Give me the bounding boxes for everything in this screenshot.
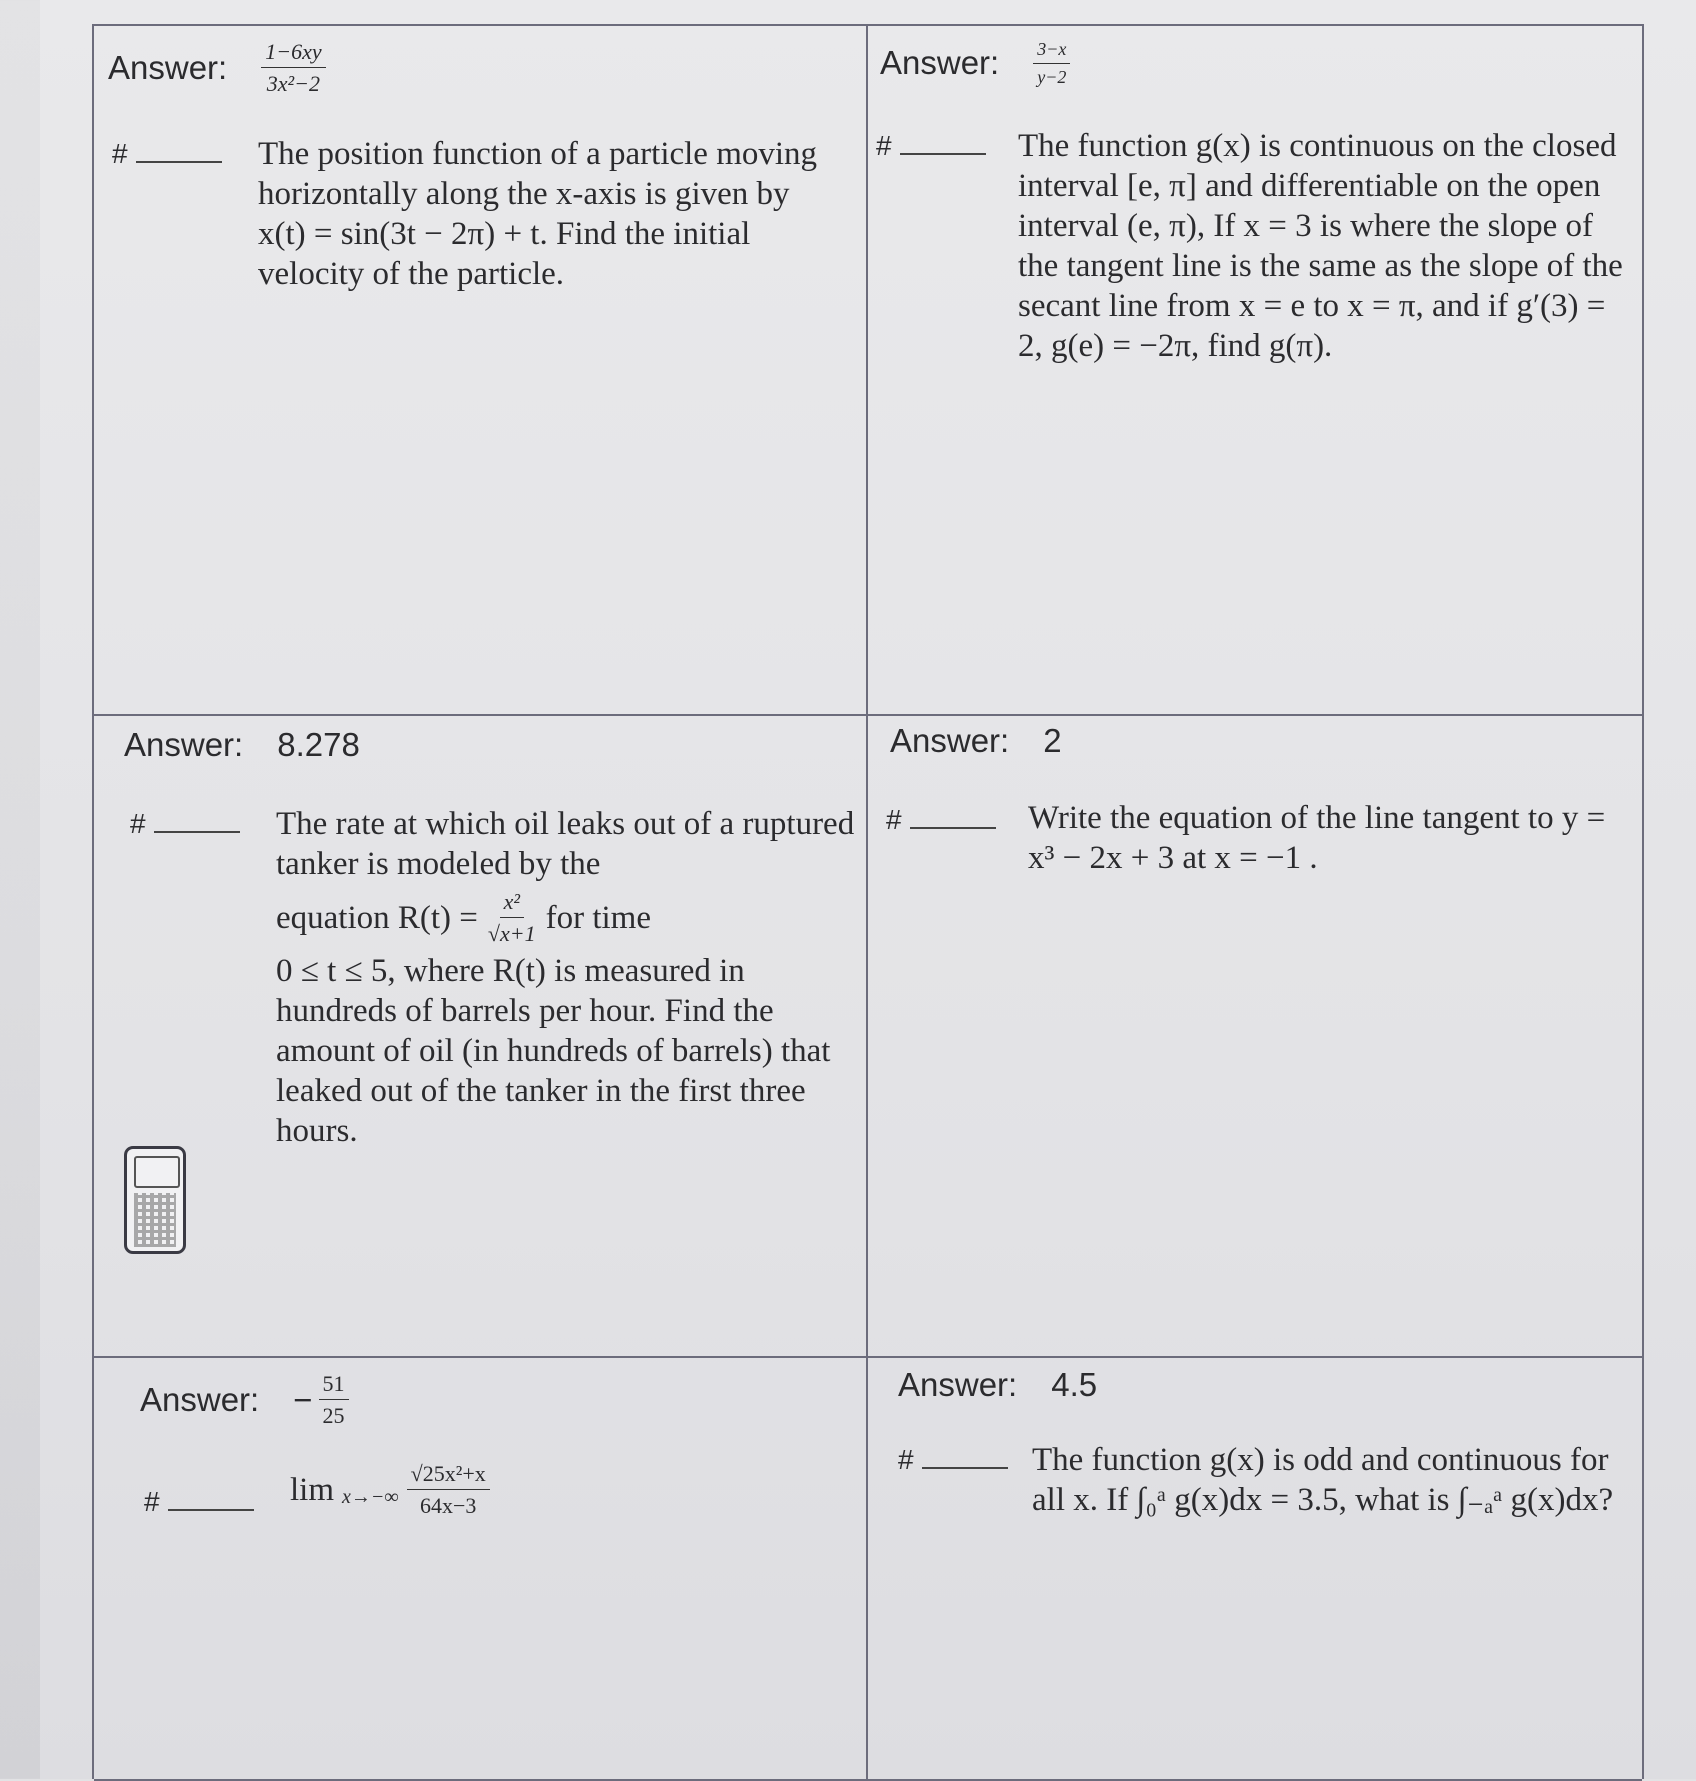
answer-denominator: 25 [322,1403,345,1429]
number-blank[interactable] [154,831,240,833]
equation-numerator: x² [500,890,524,918]
question-line: The rate at which oil leaks out of a ruptured tanker is modeled by the [276,806,855,882]
card-6 [868,1358,1642,1781]
card-3 [94,716,868,1358]
question-number [876,130,986,162]
answer-numerator: 51 [319,1372,349,1400]
question-text: The function g(x) is continuous on the closed interval [e, π] and differentiable on the open interval (e, π), If x = 3 is where the slope of the tangent line is the same as the slope of the secant line from x = e to x = π, and if g′(3) = 2, g(e) = −2π, find g(π). [1018,128,1623,364]
number-blank[interactable] [168,1509,254,1511]
limit-numerator: √25x²+x [407,1462,490,1490]
answer-numerator: 1−6xy [261,40,325,68]
answer-row [140,1372,349,1427]
hash-label: # [144,1486,160,1517]
equation-prefix: equation R(t) = [276,899,478,936]
hash-label: # [886,804,902,835]
question-text: The position function of a particle moving horizontally along the x-axis is given by x(t) = sin(3t − 2π) + t. Find the initial velocity of the particle. [258,136,818,292]
calculator-keys [134,1193,176,1247]
card-5 [94,1358,868,1781]
answer-fraction [319,1372,349,1427]
answer-row [108,40,326,95]
question-number [130,808,240,840]
answer-row [898,1366,1097,1404]
answer-label: Answer: [898,1366,1018,1403]
answer-label: Answer: [880,44,1000,82]
limit-fraction [407,1462,490,1517]
question-text: The function g(x) is odd and continuous for all x. If ∫₀ᵃ g(x)dx = 3.5, what is ∫₋ₐᵃ g(x)dx? [1032,1442,1614,1518]
question-rest: 0 ≤ t ≤ 5, where R(t) is measured in hundreds of barrels per hour. Find the amount of oil (in hundreds of barrels) that leaked out of the tanker in the first three hours. [276,953,831,1150]
limit-word: lim [290,1471,335,1508]
answer-fraction [261,40,325,95]
equation-fraction [488,890,536,945]
hash-label: # [112,138,128,169]
question-number [112,138,222,170]
number-blank[interactable] [922,1467,1008,1469]
answer-sign: − [293,1380,313,1418]
question-number [144,1486,254,1518]
calculator-screen [134,1156,180,1188]
card-1 [94,26,868,716]
limit-subscript: x→−∞ [342,1485,399,1508]
limit-denominator: 64x−3 [419,1493,477,1519]
question-text: Write the equation of the line tangent to y = x³ − 2x + 3 at x = −1 . [1028,800,1606,876]
equation-suffix: for time [545,899,651,936]
number-blank[interactable] [910,827,996,829]
answer-label: Answer: [140,1380,260,1418]
answer-denominator: 3x²−2 [266,71,321,97]
hash-label: # [876,130,892,161]
card-4 [868,716,1642,1358]
answer-numerator: 3−x [1033,40,1070,64]
answer-label: Answer: [124,726,244,763]
hash-label: # [130,808,146,839]
answer-row [880,40,1070,87]
card-2 [868,26,1642,716]
answer-fraction-group [293,1372,348,1427]
answer-fraction [1033,40,1070,87]
hash-label: # [898,1444,914,1475]
question-limit [290,1462,490,1517]
worksheet-page [40,0,1696,1779]
answer-row [890,722,1062,760]
calculator-icon [124,1146,186,1254]
answer-denominator: y−2 [1037,66,1067,87]
equation-denominator: √x+1 [487,921,536,947]
question-equation [276,890,856,945]
answer-row [124,726,360,764]
answer-value: 2 [1043,722,1062,759]
question-number [886,804,996,836]
answer-value: 8.278 [277,726,360,763]
question-text [276,804,856,1151]
answer-label: Answer: [108,48,228,86]
number-blank[interactable] [136,161,222,163]
answer-label: Answer: [890,722,1010,759]
answer-grid [92,24,1644,1779]
question-number [898,1444,1008,1476]
number-blank[interactable] [900,153,986,155]
answer-value: 4.5 [1051,1366,1098,1403]
